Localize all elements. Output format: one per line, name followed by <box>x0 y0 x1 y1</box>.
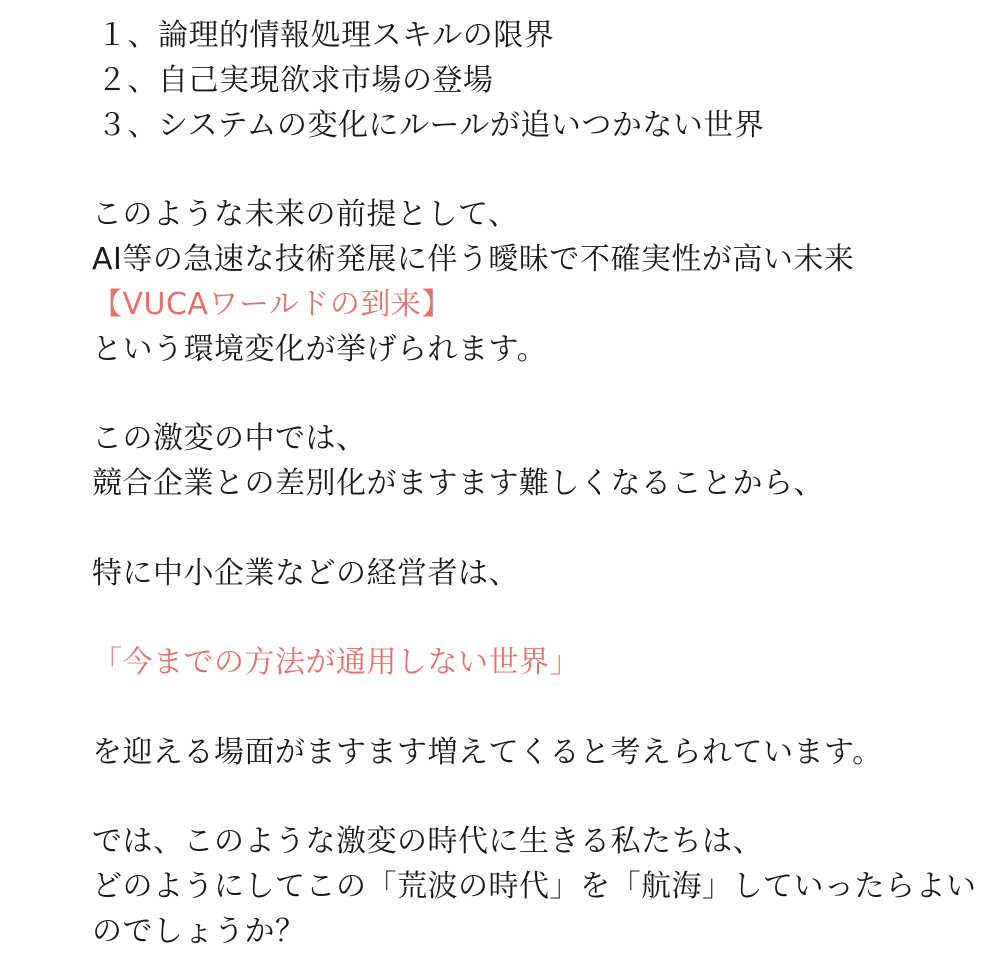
paragraph-line: では、このような激変の時代に生きる私たちは、 <box>92 824 763 860</box>
list-item-3: ３、システムの変化にルールが追いつかない世界 <box>97 107 765 143</box>
paragraph-line: AI等の急速な技術発展に伴う曖昧で不確実性が高い未来 <box>92 241 855 277</box>
paragraph-gap <box>92 372 992 417</box>
paragraph-gap <box>92 507 992 552</box>
paragraph-line: のでしょうか？ <box>92 913 306 949</box>
paragraph-gap <box>92 148 992 193</box>
list-item-2: ２、自己実現欲求市場の登場 <box>97 62 494 98</box>
list-item-1: １、論理的情報処理スキルの限界 <box>97 18 555 53</box>
paragraph-line: を迎える場面がますます増えてくると考えられています。 <box>92 734 883 770</box>
paragraph-line: どのようにしてこの「荒波の時代」を「航海」していったらよい <box>92 869 977 905</box>
highlight-quote: 「今までの方法が通用しない世界」 <box>92 645 580 681</box>
paragraph-gap <box>92 686 992 731</box>
article-body <box>92 14 992 955</box>
paragraph-line: このような未来の前提として、 <box>92 197 519 233</box>
paragraph-line: という環境変化が挙げられます。 <box>92 331 548 367</box>
paragraph-line: この激変の中では、 <box>92 421 367 457</box>
highlight-vuca: 【VUCAワールドの到来】 <box>92 286 452 322</box>
paragraph-line: 競合企業との差別化がますます難しくなることから、 <box>92 465 824 501</box>
paragraph-gap <box>92 596 992 641</box>
paragraph-line: 特に中小企業などの経営者は、 <box>92 555 519 591</box>
paragraph-gap <box>92 776 992 821</box>
